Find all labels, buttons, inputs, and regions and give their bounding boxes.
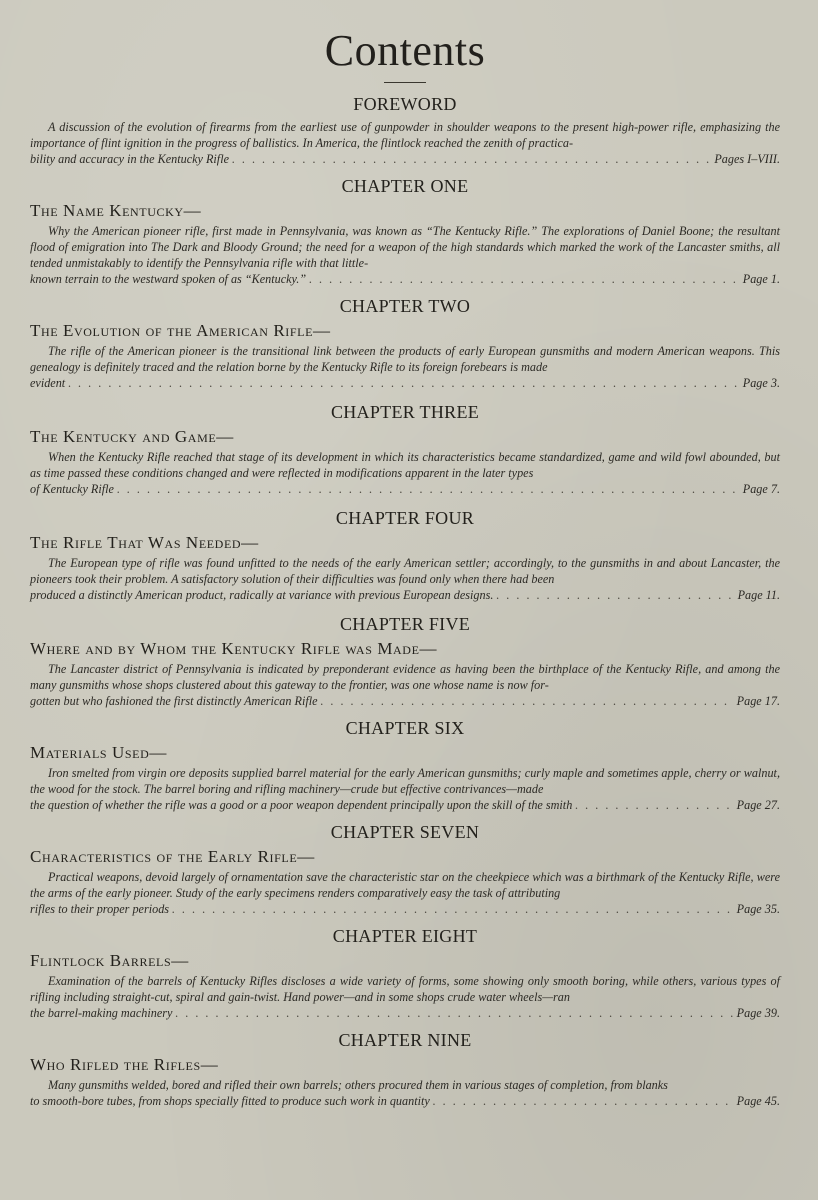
dot-leader <box>232 151 711 167</box>
chapter-section <box>30 925 780 1029</box>
description-last-line: of Kentucky Rifle <box>30 482 114 496</box>
page-number: Page 1. <box>742 272 780 286</box>
dot-leader <box>309 271 740 287</box>
page-reference-line <box>30 587 780 603</box>
chapter-topic: Who Rifled the Rifles— <box>30 1055 219 1074</box>
chapter-description <box>30 449 780 481</box>
chapter-section <box>30 175 780 295</box>
description-last-line: to smooth-bore tubes, from shops specially fitted to produce such work in quantity <box>30 1094 430 1108</box>
dot-leader <box>175 1005 733 1021</box>
chapter-section <box>30 295 780 401</box>
page-reference-line <box>30 1093 780 1109</box>
description-text: The rifle of the American pioneer is the transitional link between the products of early European gunsmiths and modern American weapons. This genealogy is definitely traced and the relation borne by the Kentucky Rifle to its foreign forebears is made <box>30 344 780 374</box>
chapter-topic: The Name Kentucky— <box>30 201 202 220</box>
chapter-section <box>30 1029 780 1117</box>
chapter-description <box>30 119 780 151</box>
chapter-topic: Materials Used— <box>30 743 167 762</box>
chapter-description <box>30 661 780 693</box>
page-number: Page 17. <box>736 694 780 708</box>
title-rule <box>384 82 426 83</box>
dot-leader <box>172 901 734 917</box>
chapter-description <box>30 1077 780 1093</box>
section-spacer <box>30 709 780 717</box>
description-last-line: gotten but who fashioned the first distinctly American Rifle <box>30 694 318 708</box>
chapter-description <box>30 869 780 901</box>
section-spacer <box>30 1021 780 1029</box>
chapter-section <box>30 717 780 821</box>
page-reference-line <box>30 1005 780 1021</box>
page-number: Pages I–VIII. <box>714 152 780 166</box>
page-number: Page 3. <box>742 376 780 390</box>
page-number: Page 11. <box>737 588 780 602</box>
section-spacer <box>30 917 780 925</box>
chapter-description <box>30 973 780 1005</box>
page-reference-line <box>30 797 780 813</box>
page-reference-line <box>30 481 780 497</box>
dot-leader <box>575 797 733 813</box>
page-reference-line <box>30 271 780 287</box>
description-last-line: rifles to their proper periods <box>30 902 170 916</box>
description-last-line: produced a distinctly American product, radically at variance with previous European designs. <box>30 588 494 602</box>
chapter-topic: Flintlock Barrels— <box>30 951 189 970</box>
section-spacer <box>30 287 780 295</box>
chapter-topic: Characteristics of the Early Rifle— <box>30 847 315 866</box>
dot-leader <box>496 587 734 603</box>
chapter-section <box>30 613 780 717</box>
description-last-line: the barrel-making machinery <box>30 1006 173 1020</box>
description-text: Why the American pioneer rifle, first made in Pennsylvania, was known as “The Kentucky Rifle.” The explorations of Daniel Boone; the resultant flood of emigration into The Dark and Bloody Ground; the need for a weapon of the high standards which marked the work of the Lancaster smiths, all tended unmistakably to identify the Pennsylvania rifle with that little- <box>30 224 780 270</box>
section-heading: CHAPTER SIX <box>345 718 465 738</box>
page-number: Page 45. <box>736 1094 780 1108</box>
page-reference-line <box>30 151 780 167</box>
page-number: Page 35. <box>736 902 780 916</box>
description-last-line: evident <box>30 376 66 390</box>
section-heading: FOREWORD <box>353 94 457 114</box>
section-heading: CHAPTER FOUR <box>335 508 475 528</box>
section-spacer <box>30 167 780 175</box>
dot-leader <box>321 693 734 709</box>
section-spacer <box>30 391 780 401</box>
dot-leader <box>68 375 740 391</box>
description-last-line: the question of whether the rifle was a good or a poor weapon dependent principally upon the skill of the smith <box>30 798 573 812</box>
section-spacer <box>30 603 780 613</box>
section-spacer <box>30 1109 780 1117</box>
description-text: Many gunsmiths welded, bored and rifled their own barrels; others procured them in various stages of completion, from blanks <box>48 1078 668 1092</box>
description-text: Practical weapons, devoid largely of ornamentation save the characteristic star on the cheekpiece which was a birthmark of the Kentucky Rifle, were the arms of the early pioneer. Study of the early specimens renders comparatively easy the task of attributing <box>30 870 780 900</box>
page-number: Page 7. <box>742 482 780 496</box>
dot-leader <box>117 481 740 497</box>
section-heading: CHAPTER FIVE <box>339 614 471 634</box>
chapter-description <box>30 223 780 271</box>
page-reference-line <box>30 375 780 391</box>
section-heading: CHAPTER ONE <box>341 176 469 196</box>
section-heading: CHAPTER SEVEN <box>330 822 480 842</box>
section-spacer <box>30 813 780 821</box>
description-last-line: known terrain to the westward spoken of as “Kentucky.” <box>30 272 307 286</box>
section-heading: CHAPTER EIGHT <box>332 926 478 946</box>
contents-list <box>30 93 780 1117</box>
page-number: Page 27. <box>736 798 780 812</box>
chapter-topic: The Rifle That Was Needed— <box>30 533 259 552</box>
dot-leader <box>433 1093 734 1109</box>
chapter-description <box>30 765 780 797</box>
chapter-topic: Where and by Whom the Kentucky Rifle was Made— <box>30 639 438 658</box>
description-text: Iron smelted from virgin ore deposits supplied barrel material for the early American gunsmiths; curly maple and sometimes apple, cherry or walnut, the wood for the stock. The barrel boring and rifling machinery—crude but effective contrivances—made <box>30 766 780 796</box>
section-heading: CHAPTER NINE <box>338 1030 472 1050</box>
section-spacer <box>30 497 780 507</box>
chapter-topic: The Kentucky and Game— <box>30 427 234 446</box>
chapter-section <box>30 401 780 507</box>
foreword-section <box>30 93 780 175</box>
chapter-description <box>30 555 780 587</box>
page-number: Page 39. <box>736 1006 780 1020</box>
page-title: Contents <box>324 26 486 75</box>
chapter-topic: The Evolution of the American Rifle— <box>30 321 331 340</box>
page-reference-line <box>30 901 780 917</box>
section-heading: CHAPTER THREE <box>330 402 480 422</box>
chapter-description <box>30 343 780 375</box>
description-text: When the Kentucky Rifle reached that stage of its development in which its characteristics became standardized, game and wild fowl abounded, but as time passed these conditions changed and were reflected in modifications apparent in the later types <box>30 450 780 480</box>
description-text: Examination of the barrels of Kentucky Rifles discloses a wide variety of forms, some showing only smooth boring, while others, various types of rifling including straight-cut, spiral and gain-twist. Hand power—and in some shops crude water wheels—ran <box>30 974 780 1004</box>
page-reference-line <box>30 693 780 709</box>
description-text: The Lancaster district of Pennsylvania is indicated by preponderant evidence as having been the birthplace of the Kentucky Rifle, and among the many gunsmiths whose shops clustered about this gateway to the frontier, was one whose name is now for- <box>30 662 780 692</box>
description-text: A discussion of the evolution of firearms from the earliest use of gunpowder in shoulder weapons to the present high-power rifle, emphasizing the importance of flint ignition in the progress of ballistics. In America, the flintlock reached the zenith of practica- <box>30 120 780 150</box>
description-text: The European type of rifle was found unfitted to the needs of the early American settler; accordingly, to the gunsmiths in and about Lancaster, the pioneers took their problem. A satisfactory solution of their difficulties was found only when there had been <box>30 556 780 586</box>
section-heading: CHAPTER TWO <box>339 296 471 316</box>
chapter-section <box>30 821 780 925</box>
description-last-line: bility and accuracy in the Kentucky Rifle <box>30 152 229 166</box>
chapter-section <box>30 507 780 613</box>
